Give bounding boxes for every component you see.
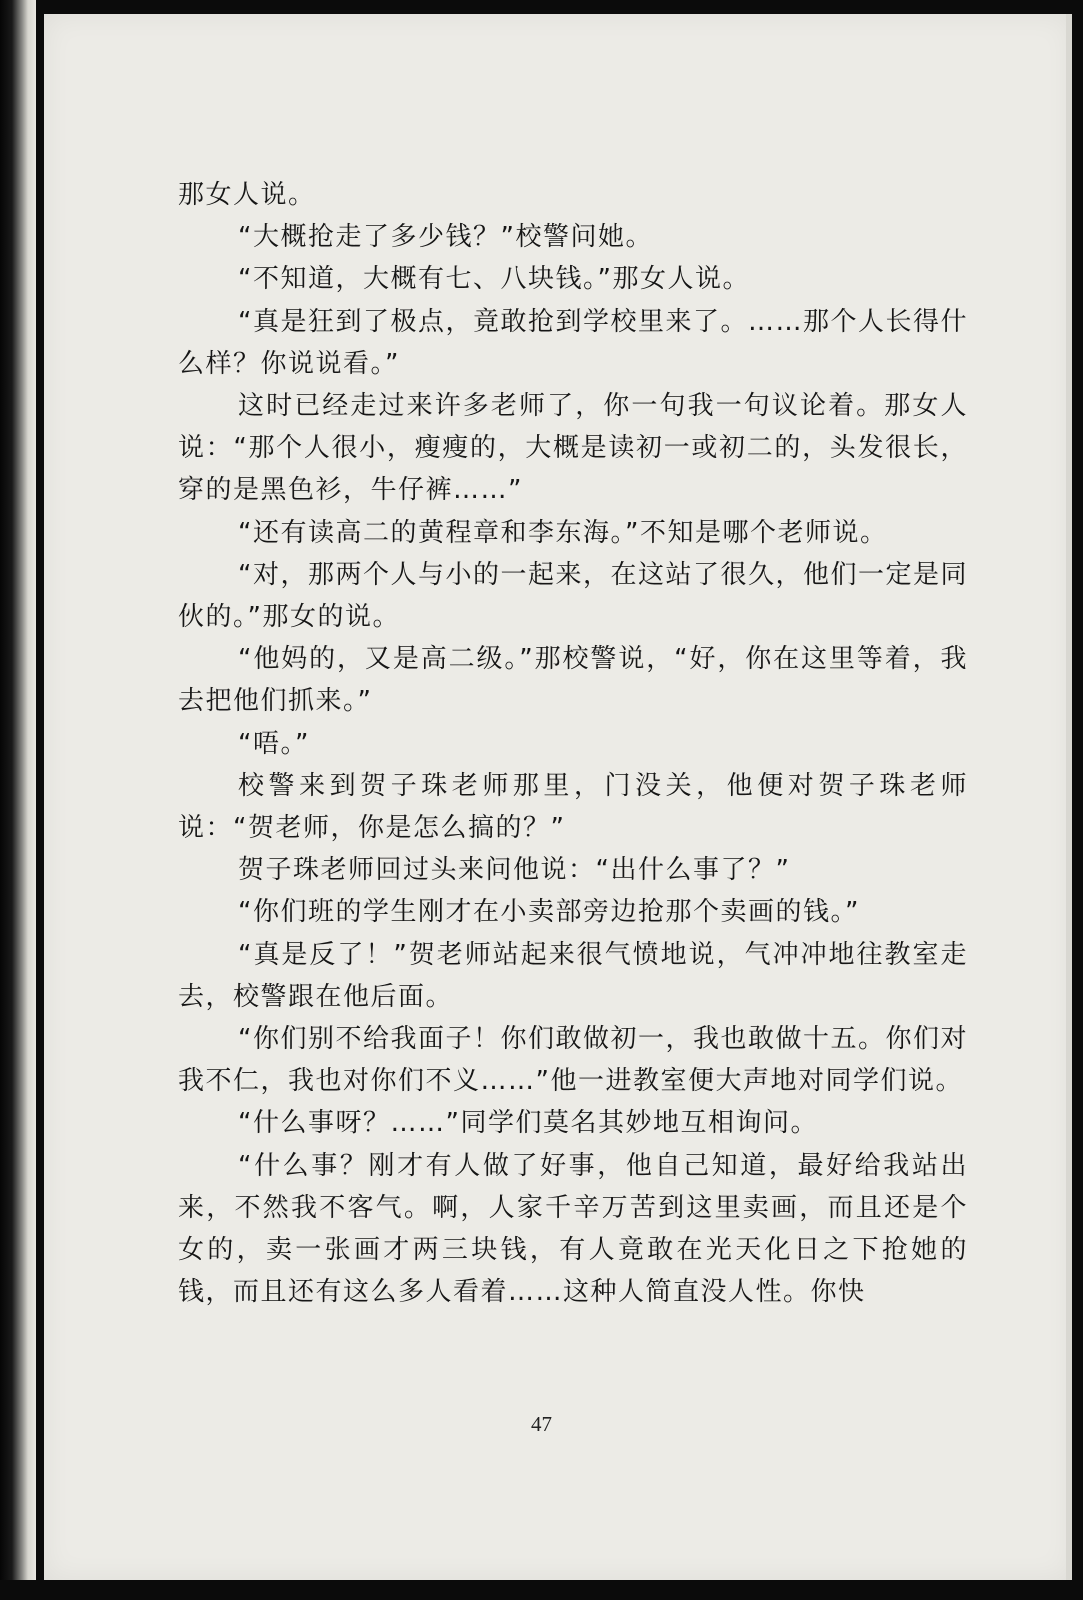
paragraph: “你们别不给我面子！你们敢做初一，我也敢做十五。你们对我不仁，我也对你们不义……”他一进教室便大声地对同学们说。 xyxy=(178,1024,968,1097)
page-number: 47 xyxy=(531,1412,552,1436)
paragraph: “对，那两个人与小的一起来，在这站了很久，他们一定是同伙的。”那女的说。 xyxy=(178,559,968,633)
page-edge xyxy=(1066,14,1072,1580)
paragraph: “什么事？刚才有人做了好事，他自己知道，最好给我站出来，不然我不客气。啊，人家千辛万苦到这里卖画，而且还是个女的，卖一张画才两三块钱，有人竟敢在光天化日之下抢她的钱，而且还有这么多人看着……这种人简直没人性。你快 xyxy=(178,1150,968,1308)
paragraph: “还有读高二的黄程章和李东海。”不知是哪个老师说。 xyxy=(238,517,888,548)
binding-shadow xyxy=(0,0,36,1600)
paragraph: 这时已经走过来许多老师了，你一句我一句议论着。那女人说：“那个人很小，瘦瘦的，大概是读初一或初二的，头发很长，穿的是黑色衫，牛仔裤……” xyxy=(178,391,968,506)
paragraph: “他妈的，又是高二级。”那校警说，“好，你在这里等着，我去把他们抓来。” xyxy=(178,644,968,717)
paragraph: “什么事呀？……”同学们莫名其妙地互相询问。 xyxy=(238,1108,818,1139)
paragraph: “不知道，大概有七、八块钱。”那女人说。 xyxy=(238,264,750,295)
paragraph: “大概抢走了多少钱？”校警问她。 xyxy=(238,222,653,253)
paragraph: “你们班的学生刚才在小卖部旁边抢那个卖画的钱。” xyxy=(238,897,860,928)
body-text xyxy=(178,174,968,1313)
paragraph: “唔。” xyxy=(238,728,310,759)
paragraph: 校警来到贺子珠老师那里，门没关，他便对贺子珠老师说：“贺老师，你是怎么搞的？” xyxy=(178,770,968,844)
scan-border-bottom xyxy=(0,1580,1083,1600)
paragraph: 那女人说。 xyxy=(178,180,316,210)
paragraph: “真是反了！”贺老师站起来很气愤地说，气冲冲地往教室走去，校警跟在他后面。 xyxy=(178,939,968,1012)
paragraph: “真是狂到了极点，竟敢抢到学校里来了。……那个人长得什么样？你说说看。” xyxy=(178,306,968,379)
paragraph: 贺子珠老师回过头来问他说：“出什么事了？” xyxy=(238,855,791,886)
